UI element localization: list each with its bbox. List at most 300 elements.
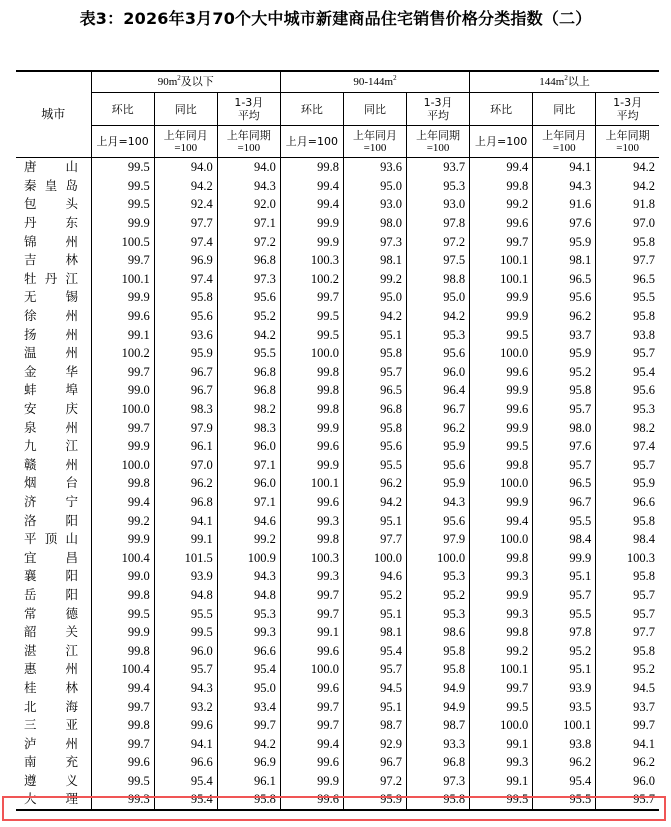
index-value: 93.6 [154,325,217,344]
index-value: 95.6 [533,288,596,307]
city-column-header: 城市 [16,71,91,158]
index-value: 100.0 [91,456,154,475]
city-name: 丹 东 [24,215,78,231]
index-value: 100.0 [280,660,343,679]
index-value: 94.8 [154,586,217,605]
index-value: 94.2 [217,734,280,753]
index-value: 95.7 [596,586,659,605]
table-row [16,400,659,419]
index-value: 96.8 [217,363,280,382]
table-row [16,660,659,679]
index-value: 99.8 [280,400,343,419]
index-value: 95.4 [217,660,280,679]
index-value: 97.3 [217,270,280,289]
index-value: 99.9 [470,418,533,437]
city-name: 安 庆 [24,401,78,417]
index-value: 97.2 [407,232,470,251]
index-value: 95.5 [533,790,596,810]
index-value: 99.4 [470,158,533,177]
index-value: 97.9 [154,418,217,437]
index-value: 97.3 [343,232,406,251]
index-value: 94.2 [343,493,406,512]
index-value: 100.2 [280,270,343,289]
index-value: 94.9 [407,679,470,698]
city-name: 惠 州 [24,661,78,677]
index-value: 96.8 [343,400,406,419]
index-value: 95.6 [407,344,470,363]
index-value: 99.9 [280,214,343,233]
index-value: 95.9 [407,437,470,456]
index-value: 93.9 [154,567,217,586]
table-row [16,158,659,177]
index-value: 94.3 [154,679,217,698]
index-value: 100.5 [91,232,154,251]
basis-ytd-avg: 上年同期 =100 [217,126,280,158]
index-value: 99.4 [91,679,154,698]
index-value: 99.4 [280,195,343,214]
index-value: 99.5 [470,697,533,716]
table-row [16,530,659,549]
index-value: 95.1 [343,325,406,344]
index-value: 99.9 [280,418,343,437]
index-value: 95.7 [533,400,596,419]
city-name: 九 江 [24,438,78,454]
index-value: 100.1 [280,474,343,493]
index-value: 99.6 [91,307,154,326]
index-value: 94.2 [596,177,659,196]
index-value: 99.6 [91,753,154,772]
city-name: 无 锡 [24,289,78,305]
index-value: 99.9 [470,381,533,400]
index-value: 99.3 [470,604,533,623]
index-value: 98.6 [407,623,470,642]
index-value: 95.3 [596,400,659,419]
price-index-table [16,70,659,811]
index-value: 95.8 [596,567,659,586]
index-value: 99.1 [91,325,154,344]
index-value: 97.4 [596,437,659,456]
index-value: 94.2 [596,158,659,177]
index-value: 99.9 [470,586,533,605]
index-value: 97.0 [154,456,217,475]
city-name: 大 理 [16,790,91,810]
index-value: 100.0 [407,548,470,567]
subheader-yoy: 同比 [154,93,217,126]
index-value: 99.7 [91,734,154,753]
city-name: 烟 台 [24,475,78,491]
city-name: 襄 阳 [24,568,78,584]
city-name: 包 头 [24,196,78,212]
index-value: 95.0 [343,288,406,307]
index-value: 95.6 [154,307,217,326]
index-value: 95.6 [217,288,280,307]
index-value: 95.7 [596,604,659,623]
index-value: 94.6 [217,511,280,530]
index-value: 96.2 [407,418,470,437]
index-value: 96.0 [154,641,217,660]
index-value: 94.3 [217,177,280,196]
index-value: 93.7 [407,158,470,177]
city-name: 蚌 埠 [24,382,78,398]
table-row [16,456,659,475]
index-value: 93.0 [407,195,470,214]
index-value: 99.8 [91,716,154,735]
index-value: 96.0 [596,772,659,791]
index-value: 93.2 [154,697,217,716]
city-name: 牡 丹 江 [24,270,78,286]
city-name: 吉 林 [24,252,78,268]
index-value: 96.5 [596,270,659,289]
index-value: 99.2 [470,195,533,214]
basis-mom: 上月=100 [91,126,154,158]
index-value: 99.5 [91,195,154,214]
index-value: 96.9 [154,251,217,270]
index-value: 96.7 [343,753,406,772]
index-value: 98.1 [343,251,406,270]
index-value: 99.6 [280,790,343,810]
city-name: 南 充 [24,754,78,770]
index-value: 99.7 [217,716,280,735]
table-row [16,418,659,437]
index-value: 95.1 [533,660,596,679]
index-value: 100.0 [280,344,343,363]
index-value: 99.7 [280,604,343,623]
table-row [16,251,659,270]
index-value: 95.2 [343,586,406,605]
basis-yoy: 上年同月 =100 [533,126,596,158]
index-value: 96.1 [154,437,217,456]
index-value: 95.8 [154,288,217,307]
city-name: 岳 阳 [24,586,78,602]
index-value: 99.5 [280,325,343,344]
index-value: 98.2 [596,418,659,437]
index-value: 97.7 [343,530,406,549]
index-value: 99.5 [470,437,533,456]
table-row [16,270,659,289]
index-value: 98.2 [217,400,280,419]
table-row [16,734,659,753]
city-name: 三 亚 [24,717,78,733]
index-value: 99.6 [154,716,217,735]
index-value: 99.7 [91,363,154,382]
subheader-ytd-avg: 1-3月 平均 [596,93,659,126]
index-value: 94.6 [343,567,406,586]
table-row [16,214,659,233]
index-value: 96.0 [217,437,280,456]
subheader-ytd-avg: 1-3月 平均 [407,93,470,126]
index-value: 96.2 [533,753,596,772]
index-value: 95.3 [407,325,470,344]
table-title: 表3：2026年3月70个大中城市新建商品住宅销售价格分类指数（二） [79,9,592,28]
index-value: 95.4 [533,772,596,791]
index-value: 100.0 [470,474,533,493]
index-value: 99.7 [280,288,343,307]
index-value: 93.9 [533,679,596,698]
index-value: 95.5 [217,344,280,363]
index-value: 100.1 [91,270,154,289]
city-name: 泸 州 [24,735,78,751]
subheader-ytd-avg: 1-3月 平均 [217,93,280,126]
table-header [16,71,659,158]
index-value: 99.8 [280,158,343,177]
index-value: 99.2 [91,511,154,530]
city-name: 扬 州 [24,326,78,342]
table-row [16,679,659,698]
index-value: 100.1 [470,251,533,270]
index-value: 99.3 [280,511,343,530]
basis-ytd-avg: 上年同期 =100 [407,126,470,158]
index-value: 95.8 [407,790,470,810]
index-value: 99.7 [470,679,533,698]
basis-mom: 上月=100 [470,126,533,158]
index-value: 97.1 [217,456,280,475]
basis-yoy: 上年同月 =100 [343,126,406,158]
table-row [16,363,659,382]
index-value: 95.7 [343,660,406,679]
index-value: 99.7 [91,251,154,270]
index-value: 96.1 [217,772,280,791]
index-value: 98.8 [407,270,470,289]
table-row [16,344,659,363]
index-value: 99.7 [280,716,343,735]
index-value: 98.0 [343,214,406,233]
table-row [16,586,659,605]
city-name: 平 顶 山 [24,531,78,547]
index-value: 99.5 [470,790,533,810]
index-value: 92.4 [154,195,217,214]
index-value: 99.8 [280,381,343,400]
index-value: 98.1 [533,251,596,270]
index-value: 97.7 [596,623,659,642]
table-row [16,604,659,623]
index-value: 99.9 [470,307,533,326]
index-value: 100.1 [533,716,596,735]
table-row [16,772,659,791]
index-value: 99.9 [91,288,154,307]
table-row [16,753,659,772]
index-value: 99.4 [470,511,533,530]
index-value: 99.5 [470,325,533,344]
index-value: 99.6 [280,437,343,456]
index-value: 99.8 [280,530,343,549]
index-value: 96.2 [343,474,406,493]
index-value: 94.3 [217,567,280,586]
index-value: 99.8 [280,363,343,382]
city-name: 北 海 [24,698,78,714]
table-row [16,641,659,660]
index-value: 95.9 [596,474,659,493]
index-value: 94.1 [596,734,659,753]
index-value: 95.5 [596,288,659,307]
index-value: 100.0 [470,344,533,363]
index-value: 99.9 [533,548,596,567]
index-value: 95.2 [407,586,470,605]
index-value: 97.4 [154,270,217,289]
index-value: 99.1 [280,623,343,642]
index-value: 95.8 [407,641,470,660]
table-row [16,307,659,326]
index-value: 95.4 [154,772,217,791]
index-value: 99.4 [280,734,343,753]
city-name: 锦 州 [24,233,78,249]
index-value: 99.7 [596,716,659,735]
index-value: 99.6 [280,641,343,660]
city-name: 徐 州 [24,308,78,324]
index-value: 99.8 [91,641,154,660]
index-value: 99.8 [470,456,533,475]
index-value: 100.0 [91,400,154,419]
index-value: 99.6 [470,363,533,382]
index-value: 97.4 [154,232,217,251]
index-value: 95.9 [343,790,406,810]
index-value: 94.0 [154,158,217,177]
index-value: 94.8 [217,586,280,605]
table-row [16,548,659,567]
index-value: 99.7 [280,697,343,716]
index-value: 97.9 [407,530,470,549]
index-value: 94.2 [154,177,217,196]
index-value: 97.3 [407,772,470,791]
index-value: 99.7 [470,232,533,251]
index-value: 95.5 [533,511,596,530]
index-value: 93.6 [343,158,406,177]
index-value: 101.5 [154,548,217,567]
index-value: 95.7 [533,586,596,605]
index-value: 100.0 [470,530,533,549]
group-header-under-90: $90m^2$及以下 [91,71,280,93]
index-value: 99.1 [154,530,217,549]
index-value: 99.9 [280,232,343,251]
index-value: 99.2 [343,270,406,289]
city-name: 常 德 [24,605,78,621]
table-row [16,195,659,214]
index-value: 99.3 [91,790,154,810]
index-value: 97.0 [596,214,659,233]
index-value: 96.7 [154,381,217,400]
subheader-mom: 环比 [280,93,343,126]
index-value: 99.5 [154,623,217,642]
index-value: 99.6 [280,493,343,512]
index-value: 99.9 [470,288,533,307]
group-header-over-144: $144m^2$以上 [470,71,659,93]
index-value: 95.2 [217,307,280,326]
index-value: 100.1 [470,660,533,679]
city-name: 泉 州 [24,419,78,435]
index-value: 96.9 [217,753,280,772]
index-value: 98.1 [343,623,406,642]
index-value: 96.8 [217,381,280,400]
index-value: 95.8 [407,660,470,679]
index-value: 97.6 [533,214,596,233]
table-row [16,511,659,530]
index-value: 94.1 [154,734,217,753]
index-value: 99.7 [91,697,154,716]
index-value: 95.0 [407,288,470,307]
index-value: 95.5 [533,604,596,623]
index-value: 97.8 [533,623,596,642]
basis-mom: 上月=100 [280,126,343,158]
index-value: 99.9 [91,214,154,233]
index-value: 96.0 [217,474,280,493]
index-value: 95.0 [217,679,280,698]
index-value: 99.9 [280,772,343,791]
table-row [16,790,659,810]
subheader-yoy: 同比 [533,93,596,126]
index-value: 96.0 [407,363,470,382]
index-value: 92.9 [343,734,406,753]
index-value: 99.6 [470,214,533,233]
index-value: 99.9 [91,437,154,456]
index-value: 95.9 [407,474,470,493]
index-value: 93.8 [533,734,596,753]
index-value: 98.4 [596,530,659,549]
city-name: 唐 山 [24,159,78,175]
index-value: 99.3 [470,567,533,586]
index-value: 97.7 [596,251,659,270]
table-row [16,325,659,344]
index-value: 99.5 [91,158,154,177]
index-value: 99.6 [280,753,343,772]
index-value: 96.6 [154,753,217,772]
index-value: 95.8 [596,307,659,326]
index-value: 95.4 [343,641,406,660]
city-name: 赣 州 [24,456,78,472]
basis-ytd-avg: 上年同期 =100 [596,126,659,158]
index-value: 95.6 [596,381,659,400]
city-name: 湛 江 [24,642,78,658]
index-value: 91.6 [533,195,596,214]
index-value: 96.5 [533,270,596,289]
index-value: 99.8 [91,474,154,493]
index-value: 95.0 [343,177,406,196]
index-value: 99.6 [470,400,533,419]
index-value: 94.3 [533,177,596,196]
index-value: 100.1 [470,270,533,289]
index-value: 95.2 [533,641,596,660]
index-value: 95.8 [343,418,406,437]
index-value: 95.8 [343,344,406,363]
index-value: 96.5 [533,474,596,493]
index-value: 95.8 [596,232,659,251]
index-value: 99.0 [91,567,154,586]
index-value: 99.3 [280,567,343,586]
index-value: 98.3 [217,418,280,437]
city-name: 遵 义 [24,772,78,788]
index-value: 93.8 [596,325,659,344]
table-row [16,493,659,512]
index-value: 94.1 [533,158,596,177]
index-value: 96.8 [154,493,217,512]
index-value: 92.0 [217,195,280,214]
index-value: 95.3 [407,604,470,623]
index-value: 96.7 [407,400,470,419]
index-value: 96.2 [154,474,217,493]
index-value: 95.6 [407,511,470,530]
index-value: 94.3 [407,493,470,512]
subheader-yoy: 同比 [343,93,406,126]
index-value: 94.0 [217,158,280,177]
index-value: 100.2 [91,344,154,363]
index-value: 99.0 [91,381,154,400]
index-value: 100.3 [596,548,659,567]
index-value: 95.1 [533,567,596,586]
index-value: 100.0 [343,548,406,567]
index-value: 95.8 [217,790,280,810]
index-value: 96.6 [217,641,280,660]
city-name: 金 华 [24,363,78,379]
index-value: 95.2 [533,363,596,382]
index-value: 95.1 [343,697,406,716]
